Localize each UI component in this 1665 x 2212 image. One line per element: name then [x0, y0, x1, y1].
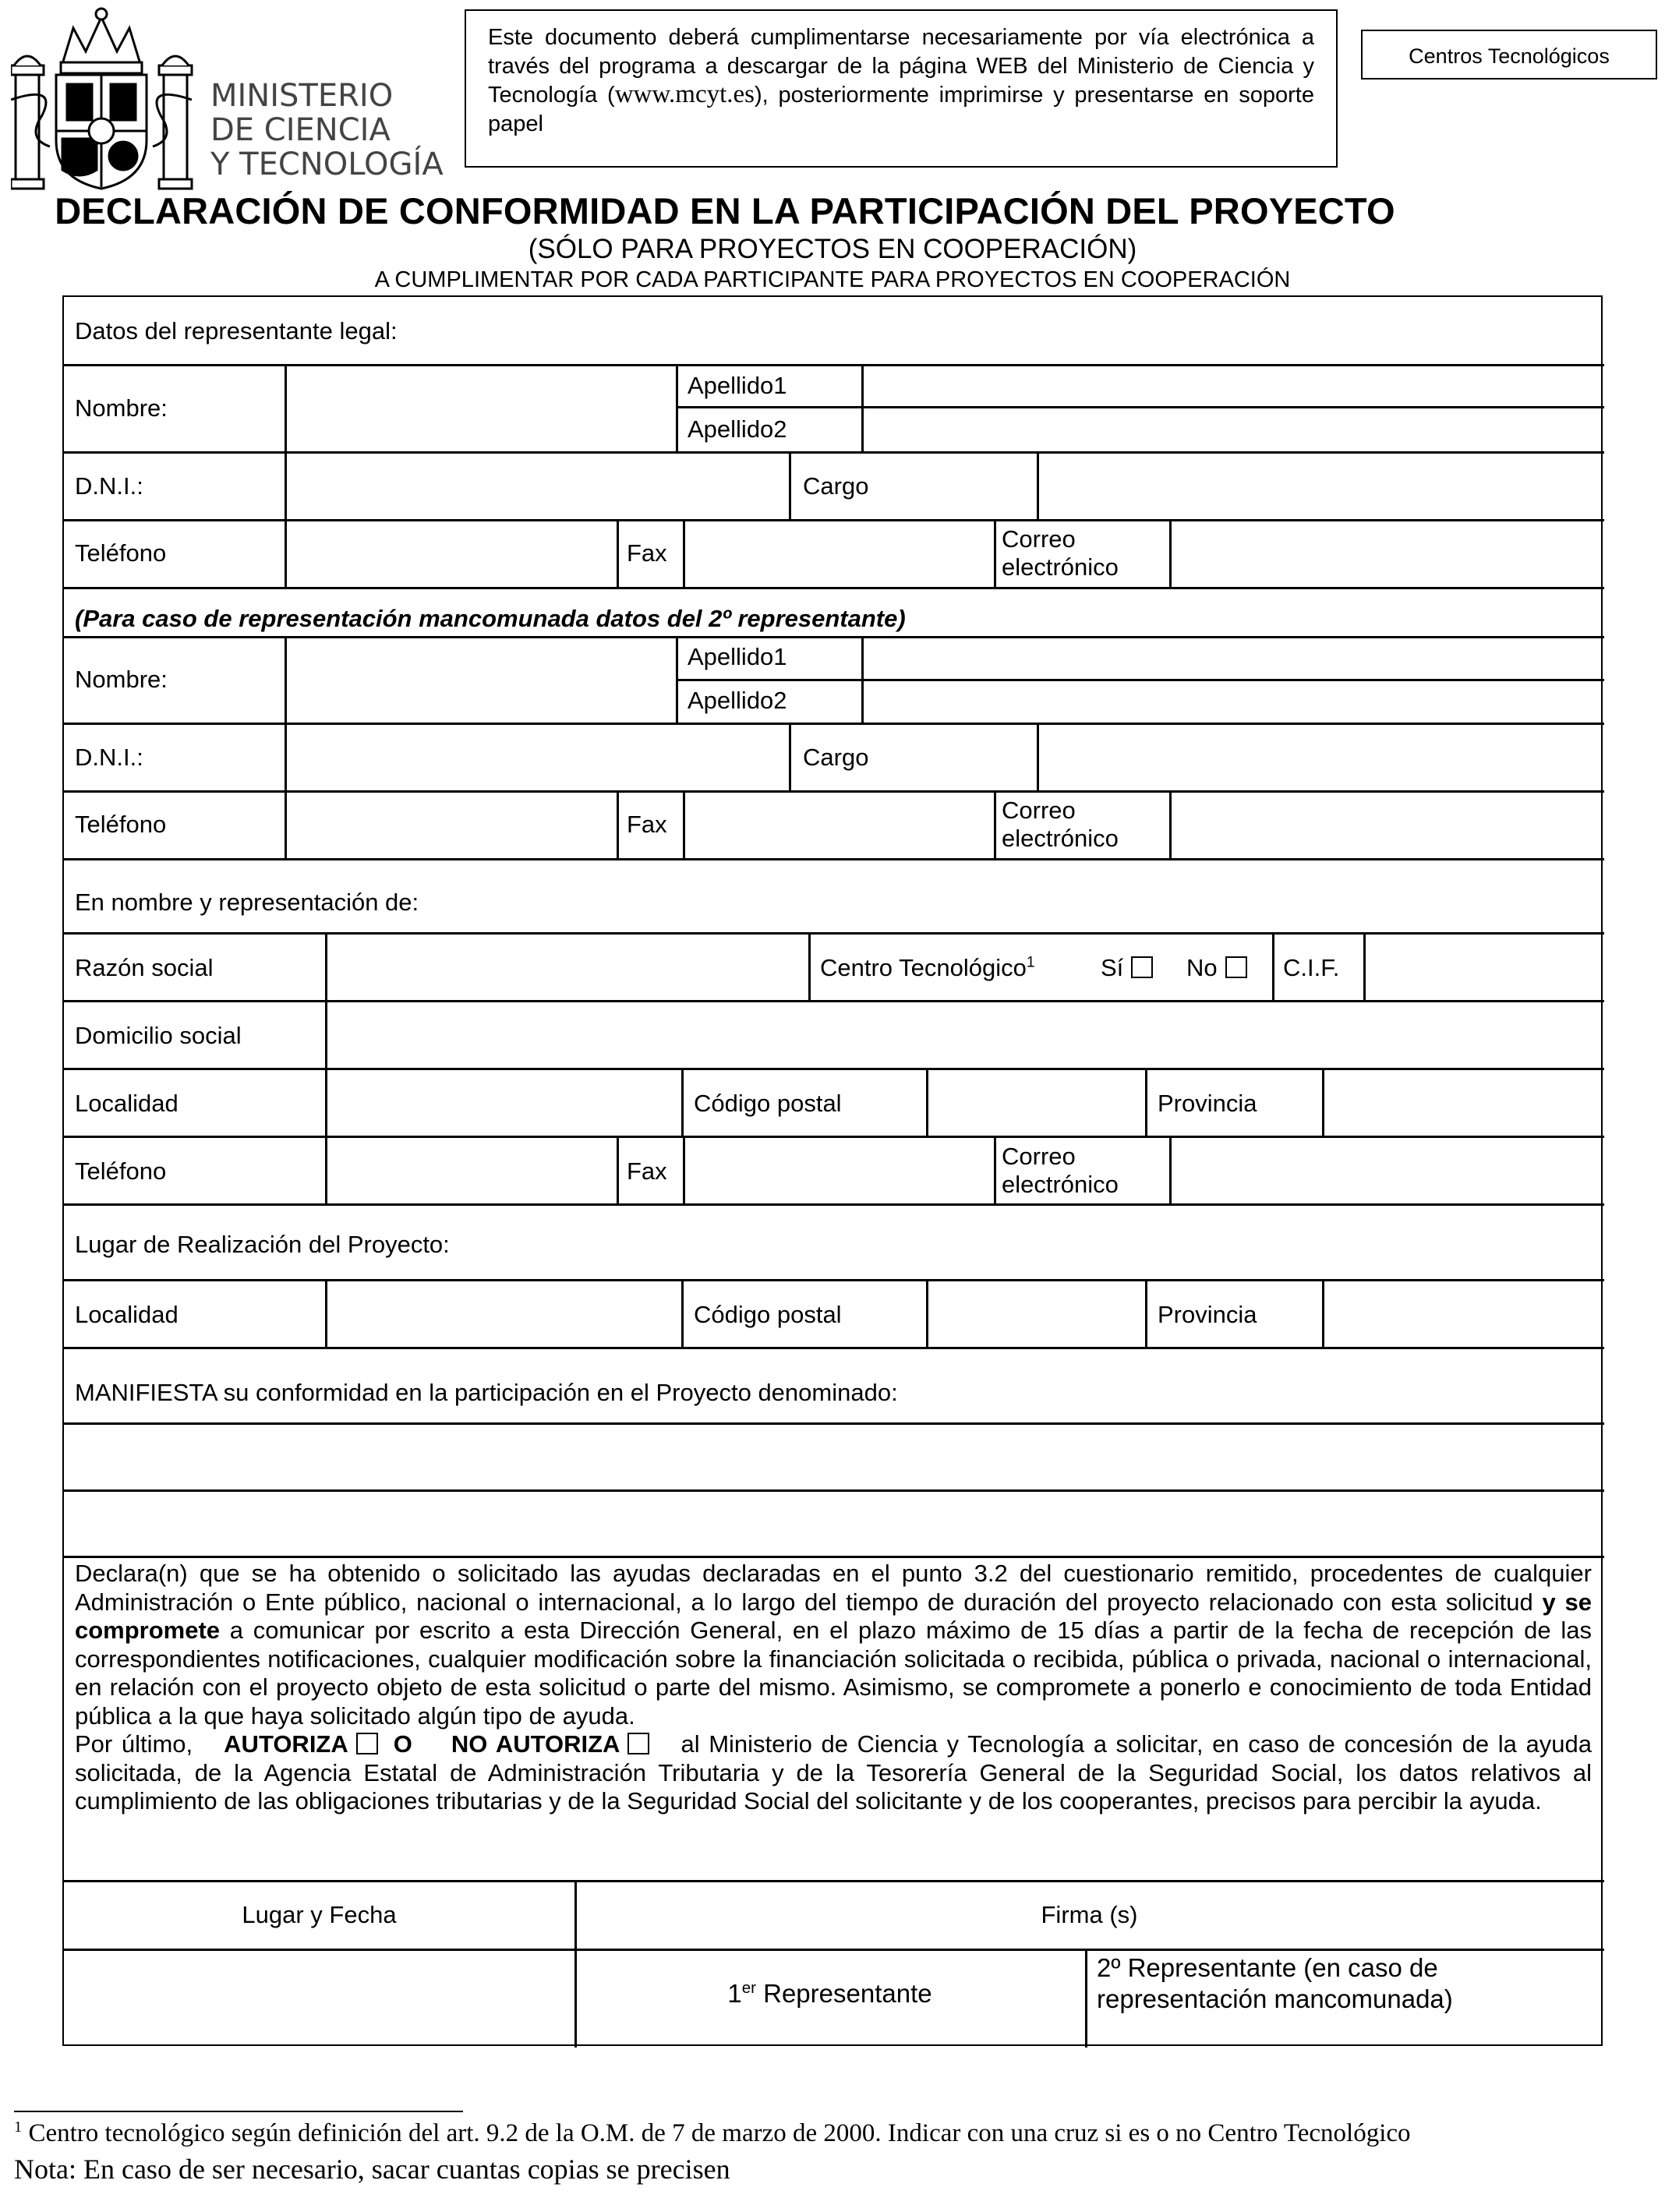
project-name-field-line-1[interactable] [65, 1425, 1603, 1489]
correo-label: Correo electrónico [1002, 797, 1119, 852]
rep2-dni-field[interactable] [287, 725, 787, 790]
footnote-separator [14, 2111, 463, 2112]
project-name-field-line-2[interactable] [65, 1492, 1603, 1555]
project-localidad-field[interactable] [327, 1281, 680, 1346]
fax-label: Fax [627, 539, 667, 567]
row-divider [64, 858, 1604, 860]
rep1-cargo-field[interactable] [1039, 454, 1603, 518]
lugar-realizacion-heading: Lugar de Realización del Proyecto: [75, 1231, 450, 1258]
mcyt-website-link[interactable]: www.mcyt.es [614, 80, 755, 108]
rep1-dni-field[interactable] [287, 454, 787, 518]
rep1-telefono-field[interactable] [287, 521, 615, 586]
provincia-field[interactable] [1324, 1070, 1603, 1135]
electronic-submission-notice: Este documento deberá cumplimentarse necesariamente por vía electrónica a través del programa a descargar de la página WEB del Ministerio de Ciencia y Tecnología (www.mcyt.es), posteriormente imprimirse y presentarse en soporte papel [465, 9, 1338, 168]
si-checkbox[interactable] [1131, 956, 1153, 978]
correo-label: Correo electrónico [1002, 1143, 1119, 1198]
second-representative-signature[interactable]: 2º Representante (en caso de representación mancomunada) [1097, 1953, 1453, 2013]
ministry-coat-of-arms-logo [11, 6, 447, 193]
provincia-label: Provincia [1158, 1301, 1257, 1328]
fax-label: Fax [627, 811, 667, 838]
no-autoriza-checkbox[interactable] [627, 1733, 649, 1754]
manifiesta-statement: MANIFIESTA su conformidad en la participación en el Proyecto denominado: [75, 1379, 898, 1406]
firmas-label: Firma (s) [1041, 1901, 1138, 1928]
cif-label: C.I.F. [1283, 954, 1340, 981]
razon-social-label: Razón social [75, 954, 214, 981]
declaration-paragraph: Declara(n) que se ha obtenido o solicitado las ayudas declaradas en el punto 3.2 del cuestionario remitido, procedentes de cualquier Administración o Ente público, nacional o internacional, a lo largo del tiempo de duración del proyecto relacionado con esta solicitud y se compromete a comunicar por escrito a esta Dirección General, en el plazo máximo de 15 días a partir de la fecha de recepción de las correspondientes notificaciones, cualquier modificación sobre la financiación solicitada o recibida, pública o privada, nacional o internacional, en relación con el proyecto objeto de esta solicitud o parte del mismo. Asimismo, se compromete a ponerlo e conocimiento de toda Entidad pública a la que haya solicitado algún tipo de ayuda. Por último, AUTORIZA O NO AUTORIZA al Ministerio de Ciencia y Tecnología a solicitar, en caso de concesión de la ayuda solicitada, de la Agencia Estatal de Administración Tributaria y de la Tesorería General de la Seguridad Social, los datos relativos al cumplimiento de las obligaciones tributarias y de la Seguridad Social del solicitante y de los cooperantes, precisos para percibir la ayuda. [75, 1560, 1592, 1814]
rep2-cargo-field[interactable] [1039, 725, 1603, 790]
apellido2-label: Apellido2 [688, 415, 787, 443]
first-representative-signature[interactable]: 1er Representante [727, 1979, 932, 2008]
dni-label: D.N.I.: [75, 744, 143, 771]
project-codigo-postal-field[interactable] [928, 1281, 1144, 1346]
logo-text-line-1: MINISTERIO [210, 78, 394, 114]
rep2-apellido2-field[interactable] [864, 681, 1603, 722]
telefono-label: Teléfono [75, 539, 167, 567]
telefono-label: Teléfono [75, 811, 167, 838]
program-label-box: Centros Tecnológicos [1361, 30, 1657, 80]
row-divider [64, 1347, 1604, 1349]
nombre-label: Nombre: [75, 394, 168, 422]
copies-note: Nota: En caso de ser necesario, sacar cuantas copias se precisen [14, 2154, 730, 2185]
logo-text-line-2: DE CIENCIA [210, 112, 391, 148]
declaration-form [62, 295, 1603, 2046]
domicilio-label: Domicilio social [75, 1022, 242, 1049]
entity-fax-field[interactable] [685, 1138, 992, 1203]
rep1-apellido1-field[interactable] [864, 366, 1603, 405]
rep2-email-field[interactable] [1172, 793, 1603, 857]
apellido1-label: Apellido1 [688, 643, 787, 670]
footnote: $^1$ Centro tecnológico según definición del art. 9.2 de la O.M. de 7 de marzo de 2000. Indicar con una cruz si es o no Centro Tecnológico [14, 2118, 1411, 2147]
rep1-fax-field[interactable] [685, 521, 992, 586]
domicilio-field[interactable] [327, 1002, 1603, 1067]
codigo-postal-label: Código postal [694, 1090, 842, 1117]
shield [56, 75, 147, 189]
fax-label: Fax [627, 1157, 667, 1185]
page-subtitle: (SÓLO PARA PROYECTOS EN COOPERACIÓN) [528, 234, 1137, 264]
row-divider [64, 1556, 1604, 1558]
rep2-nombre-field[interactable] [287, 638, 674, 722]
codigo-postal-label: Código postal [694, 1301, 842, 1328]
row-divider [64, 587, 1604, 589]
correo-label: Correo electrónico [1002, 525, 1119, 581]
page-instruction: A CUMPLIMENTAR POR CADA PARTICIPANTE PARA PROYECTOS EN COOPERACIÓN [374, 267, 1291, 292]
localidad-label: Localidad [75, 1090, 179, 1117]
lugar-fecha-field[interactable] [65, 1951, 573, 2046]
localidad-field[interactable] [327, 1070, 680, 1135]
razon-social-field[interactable] [327, 935, 807, 999]
cif-field[interactable] [1366, 935, 1603, 999]
legal-rep-heading: Datos del representante legal: [75, 317, 398, 345]
cargo-label: Cargo [803, 472, 869, 500]
rep1-apellido2-field[interactable] [864, 408, 1603, 451]
apellido1-label: Apellido1 [688, 372, 787, 399]
row-divider [64, 1880, 1604, 1882]
rep1-nombre-field[interactable] [287, 366, 674, 450]
on-behalf-heading: En nombre y representación de: [75, 889, 419, 916]
provincia-label: Provincia [1158, 1090, 1257, 1117]
entity-telefono-field[interactable] [327, 1138, 615, 1203]
autoriza-checkbox[interactable] [356, 1733, 378, 1754]
nombre-label: Nombre: [75, 666, 168, 693]
row-divider [64, 1203, 1604, 1206]
cargo-label: Cargo [803, 744, 869, 771]
apellido2-label: Apellido2 [688, 687, 787, 714]
dni-label: D.N.I.: [75, 472, 143, 500]
second-rep-heading: (Para caso de representación mancomunada datos del 2º representante) [75, 605, 906, 632]
localidad-label: Localidad [75, 1301, 179, 1328]
project-provincia-field[interactable] [1324, 1281, 1603, 1346]
authorization-line: Por último, AUTORIZA O NO AUTORIZA al Ministerio de Ciencia y Tecnología a solicitar, en caso de concesión de la ayuda solicitada, de la Agencia Estatal de Administración Tributaria y de la Tesorería General de la Seguridad Social, los datos relativos al cumplimiento de las obligaciones tributarias y de la Seguridad Social del solicitante y de los cooperantes, precisos para percibir la ayuda. [75, 1730, 1592, 1814]
entity-email-field[interactable] [1172, 1138, 1603, 1203]
centro-tecnologico-question: Centro Tecnológico$^1$ [820, 954, 1035, 981]
no-option: No [1186, 954, 1247, 982]
royal-crown [61, 9, 142, 73]
rep2-telefono-field[interactable] [287, 793, 615, 857]
rep2-apellido1-field[interactable] [864, 638, 1603, 678]
codigo-postal-field[interactable] [928, 1070, 1144, 1135]
si-option: Sí [1101, 954, 1153, 982]
telefono-label: Teléfono [75, 1157, 167, 1185]
logo-text-line-3: Y TECNOLOGÍA [210, 147, 444, 182]
lugar-fecha-label: Lugar y Fecha [242, 1901, 397, 1928]
rep1-email-field[interactable] [1172, 521, 1603, 586]
no-checkbox[interactable] [1225, 956, 1247, 978]
page-title: DECLARACIÓN DE CONFORMIDAD EN LA PARTICIPACIÓN DEL PROYECTO [55, 190, 1395, 231]
rep2-fax-field[interactable] [685, 793, 992, 857]
